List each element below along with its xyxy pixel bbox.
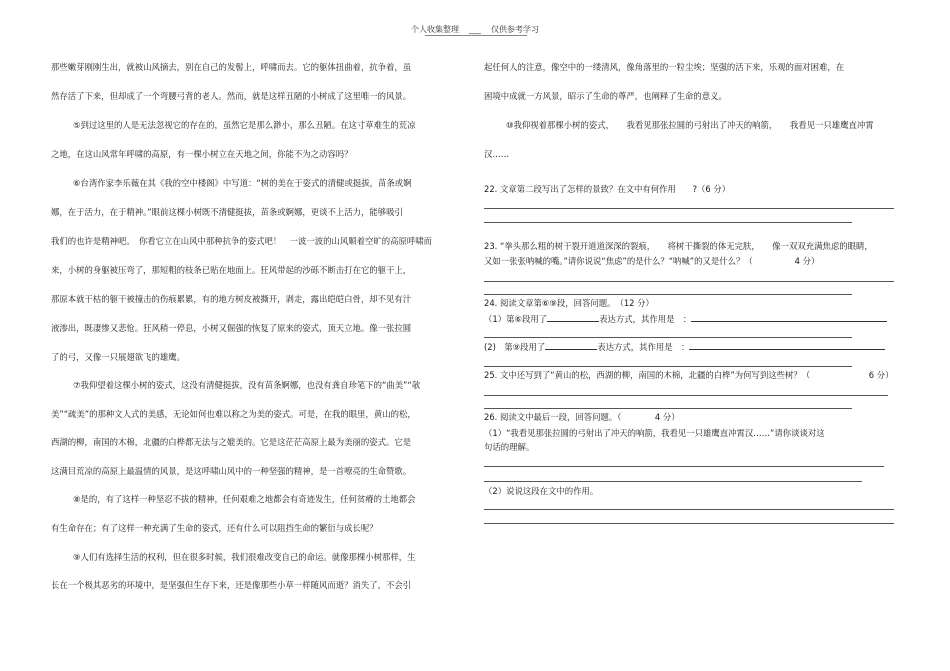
page-header bbox=[0, 24, 950, 35]
passage-line: 起任何人的注意，像空中的一缕清风，像角落里的一粒尘埃；坚强的活下来，乐观的面对困难，在 bbox=[484, 62, 845, 72]
passage-line: 我们的也许是精神吧。 你看它立在山风中那种抗争的姿式吧！ 一波一波的山风顺着空旷的高原呼啸而 bbox=[51, 236, 433, 246]
question-24: 24. 阅读文章第⑥⑨段，回答问题。 （12 分） bbox=[484, 298, 654, 308]
question-25: 25. 文中还写到了“黄山的松，西湖的柳，南国的木棉，北疆的白桦”为何写到这些树？（ 6 分） bbox=[484, 370, 894, 380]
answer-line[interactable] bbox=[484, 408, 852, 409]
passage-line: 然存活了下来，但却成了一个弯腰弓背的老人。然而，就是这样丑陋的小树成了这里唯一的风景。 bbox=[51, 91, 412, 101]
q24-2-method-blank[interactable] bbox=[545, 349, 597, 350]
passage-line: 来，小树的身躯被压弯了，那短粗的枝条已贴在地面上。狂风带起的沙砾不断击打在它的躯干上， bbox=[51, 265, 412, 275]
question-26: 26. 阅读文中最后一段，回答问题。（ 4 分） bbox=[484, 412, 680, 422]
q24-2-prefix: (2) 第⑨段用了 bbox=[484, 342, 546, 352]
passage-line: 这满目荒凉的高原上最温情的风景，是这呼啸山风中的一种坚强的精神，是一首嘹亮的生命赞歌。 bbox=[51, 466, 412, 476]
answer-line[interactable] bbox=[484, 337, 852, 338]
q24-1-effect-blank[interactable] bbox=[691, 321, 887, 322]
passage-line: ⑨人们有选择生活的权利，但在很多时候，我们很难改变自己的命运。就像那棵小树那样，生 bbox=[73, 552, 416, 562]
answer-line[interactable] bbox=[484, 523, 894, 524]
q24-1-prefix: （1）第⑥段用了 bbox=[484, 314, 548, 324]
question-26-part-1-line-1: （1）“我看见那张拉圆的弓射出了冲天的响箭，我看见一只雄鹰直冲霄汉……”请你谈谈对这 bbox=[484, 428, 825, 438]
passage-line: 汉…… bbox=[484, 149, 510, 159]
question-23-line-2: 又如一张张呐喊的嘴。”请你说说“焦虑”的是什么？“呐喊”的又是什么？（ 4 分） bbox=[484, 256, 820, 266]
answer-line[interactable] bbox=[484, 222, 852, 223]
header-underline bbox=[425, 35, 527, 36]
question-24-part-1 bbox=[484, 314, 887, 325]
passage-line: 娜，在于活力，在于精神。”眼前这棵小树既不清健挺拔，苗条或婀娜，更谈不上活力，能够吸引 bbox=[51, 207, 403, 217]
q24-2-effect-blank[interactable] bbox=[689, 349, 885, 350]
header-separator: ___ bbox=[469, 25, 481, 34]
passage-line: ⑧是的，有了这样一种坚忍不拔的精神，任何艰难之地都会有奇迹发生，任何贫瘠的土地都会 bbox=[73, 494, 416, 504]
answer-line[interactable] bbox=[484, 294, 852, 295]
answer-line[interactable] bbox=[484, 481, 862, 482]
passage-line: 液渗出，既凄惨又悲怆。狂风稍一停息，小树又倔强的恢复了原来的姿式，顶天立地。像一张拉圆 bbox=[51, 323, 412, 333]
q24-2-suffix: 表达方式，其作用是 ： bbox=[597, 342, 690, 352]
q24-1-suffix: 表达方式，其作用是 ： bbox=[599, 314, 692, 324]
passage-line: 西湖的柳，南国的木棉，北疆的白桦都无法与之媲美的。它是这茫茫高原上最为美丽的姿式。它是 bbox=[51, 437, 412, 447]
question-24-part-2 bbox=[484, 342, 885, 353]
answer-line[interactable] bbox=[484, 466, 884, 467]
passage-line: ⑤到过这里的人是无法忽视它的存在的，虽然它是那么渺小，那么丑陋。在这寸草难生的荒凉 bbox=[73, 120, 416, 130]
q24-1-method-blank[interactable] bbox=[547, 321, 599, 322]
passage-line: ⑥台湾作家李乐薇在其《我的空中楼阁》中写道：“树的美在于姿式的清健或挺拔，苗条或婀 bbox=[73, 178, 412, 188]
passage-line: ⑦我仰望着这棵小树的姿式，这没有清健挺拔，没有苗条婀娜，也没有龚自珍笔下的“曲美”“欹 bbox=[73, 380, 421, 390]
header-left-text: 个人收集整理 bbox=[411, 25, 459, 34]
passage-line: 了的弓，又像一只展翅欲飞的雄鹰。 bbox=[51, 352, 185, 362]
passage-line: 有生命存在；有了这样一种充满了生命的姿式，还有什么可以阻挡生命的繁衍与成长呢？ bbox=[51, 523, 378, 533]
answer-line[interactable] bbox=[484, 366, 852, 367]
answer-line[interactable] bbox=[484, 208, 894, 209]
question-22: 22. 文章第二段写出了怎样的景致？在文中有何作用 ?（6 分） bbox=[484, 184, 731, 194]
passage-line: 之地，在这山风常年呼啸的高原，有一棵小树立在天地之间，你能不为之动容吗？ bbox=[51, 149, 353, 159]
answer-line[interactable] bbox=[484, 395, 888, 396]
passage-line: 那原本就干枯的躯干被撞击的伤痕累累，有的地方树皮被撕开，剥走，露出皑皑白骨，却不见有汁 bbox=[51, 294, 412, 304]
passage-line: 困境中成就一方风景，昭示了生命的尊严，也阐释了生命的意义。 bbox=[484, 91, 727, 101]
question-26-part-2: （2）说说这段在文中的作用。 bbox=[484, 486, 599, 496]
question-26-part-1-line-2: 句话的理解。 bbox=[484, 442, 535, 452]
passage-line: 长在一个极其恶劣的环境中，是坚强但生存下来，还是像那些小草一样随风而逝？消失了，不会引 bbox=[51, 580, 412, 590]
passage-line: ⑩我仰视着那棵小树的姿式， 我看见那张拉圆的弓射出了冲天的响箭， 我看见一只雄鹰直冲霄 bbox=[506, 120, 874, 130]
passage-line: 美”“疏美”的那种文人式的美感，无论如何也难以称之为美的姿式。可是，在我的眼里，黄山的松， bbox=[51, 409, 416, 419]
answer-line[interactable] bbox=[484, 509, 894, 510]
answer-line[interactable] bbox=[484, 281, 894, 282]
question-23-line-1: 23. “拳头那么粗的树干裂开道道深深的裂痕， 将树干撕裂的体无完肤， 像一双双充满焦虑的眼睛， bbox=[484, 241, 873, 251]
passage-line: 那些嫩芽刚刚生出，就被山风摘去，别在自己的发髻上，呼啸而去。它的躯体扭曲着，抗争着，虽 bbox=[51, 62, 412, 72]
header-right-text: 仅供参考学习 bbox=[491, 25, 539, 34]
